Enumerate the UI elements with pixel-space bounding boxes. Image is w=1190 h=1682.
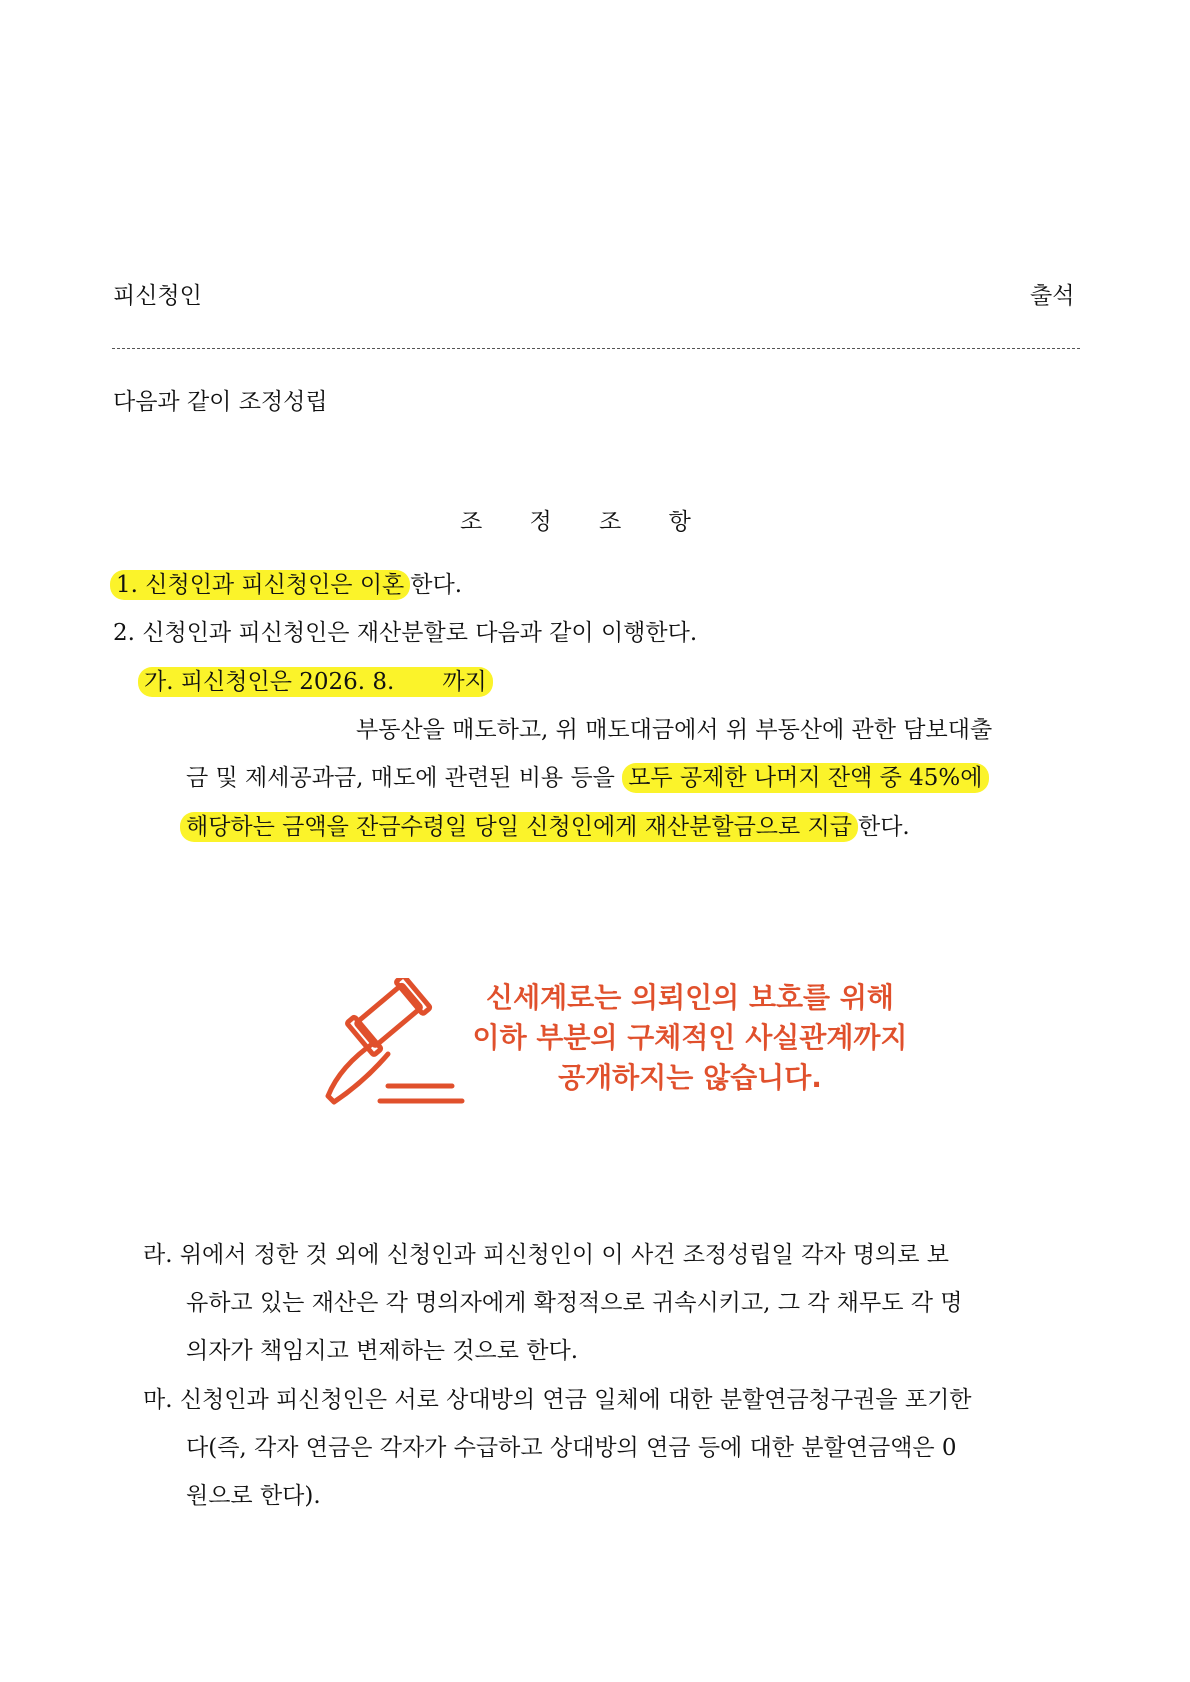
item-ma-line1: 마. 신청인과 피신청인은 서로 상대방의 연금 일체에 대한 분할연금청구권을 포기한 [143,1387,972,1413]
item-ga-line3 [186,761,989,795]
item-ga-line4-highlight: 해당하는 금액을 잔금수령일 당일 신청인에게 재산분할금으로 지급 [180,812,858,842]
notice-line-1: 신세계로는 의뢰인의 보호를 위해 [486,981,894,1014]
notice-line-2: 이하 부분의 구체적인 사실관계까지 [472,1021,908,1054]
attendance-label: 출석 [1030,283,1075,309]
item-ga-line2: 부동산을 매도하고, 위 매도대금에서 위 부동산에 관한 담보대출 [356,717,993,743]
item-1-rest: 한다. [410,572,463,598]
item-ma-line2: 다(즉, 각자 연금은 각자가 수급하고 상대방의 연금 등에 대한 분할연금액은 0 [186,1435,957,1461]
item-ra-line1: 라. 위에서 정한 것 외에 신청인과 피신청인이 이 사건 조정성립일 각자 명의로 보 [143,1242,950,1268]
item-ga-line4-rest: 한다. [857,814,910,840]
item-ga-line4 [180,810,910,844]
notice-line-3: 공개하지는 않습니다. [558,1061,822,1094]
item-2: 2. 신청인과 피신청인은 재산분할로 다음과 같이 이행한다. [113,620,698,646]
intro-text: 다음과 같이 조정성립 [113,389,328,415]
item-1 [110,568,462,602]
respondent-label: 피신청인 [113,283,202,309]
item-ga-line3-plain: 금 및 제세공과금, 매도에 관련된 비용 등을 [186,765,615,791]
item-1-highlight: 1. 신청인과 피신청인은 이혼 [110,570,410,600]
notice-text [460,978,920,1098]
item-ga-highlight: 가. 피신청인은 2026. 8. 까지 [138,667,493,697]
gavel-icon [320,978,470,1108]
item-ma-line3: 원으로 한다). [186,1483,321,1509]
section-title: 조 정 조 항 [460,509,711,535]
item-ra-line3: 의자가 책임지고 변제하는 것으로 한다. [186,1338,579,1364]
dashed-divider [112,348,1080,349]
item-ga-line1 [138,665,493,699]
item-ra-line2: 유하고 있는 재산은 각 명의자에게 확정적으로 귀속시키고, 그 각 채무도 각 명 [186,1290,963,1316]
item-ga-line3-highlight: 모두 공제한 나머지 잔액 중 45%에 [622,763,988,793]
privacy-notice [320,978,910,1108]
